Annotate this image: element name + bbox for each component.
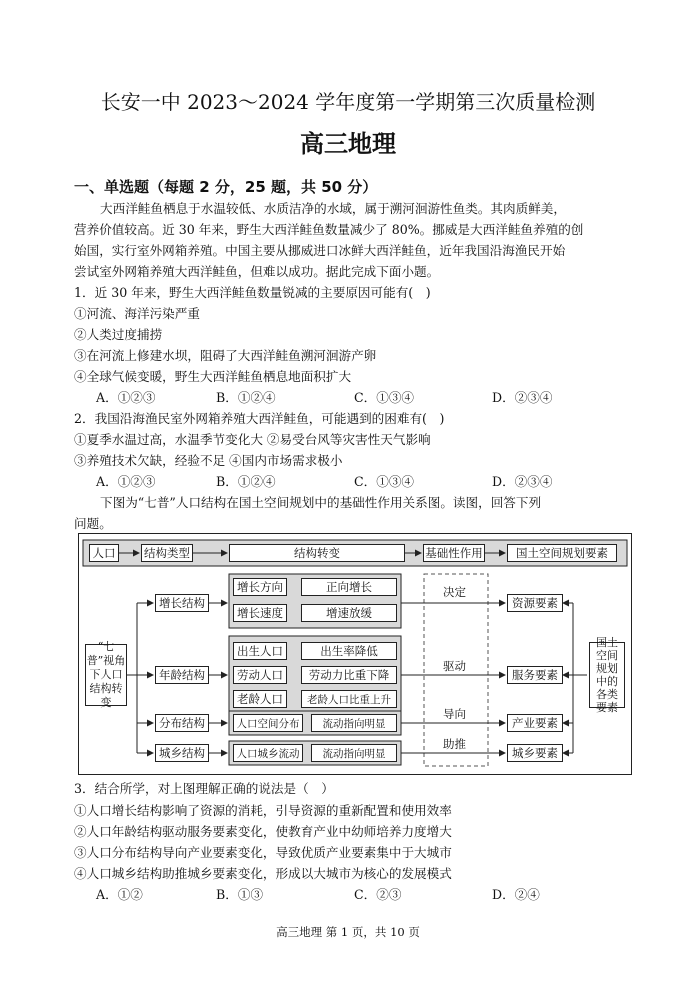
top-box-basic-role: 基础性作用 [423,544,485,562]
question-3-stem: 3．结合所学，对上图理解正确的说法是（ ） [74,781,334,796]
question-2-item: ①夏季水温过高，水温季节变化大 ②易受台风等灾害性天气影响 [74,432,431,447]
passage1-line: 尝试室外网箱养殖大西洋鲑鱼，但难以成功。据此完成下面小题。 [74,264,440,279]
detail-positive-growth: 正向增长 [301,578,397,596]
role-boost: 助推 [443,737,466,751]
detail-elderly-share-rise: 老龄人口比重上升 [301,690,397,708]
distribution-structure-box: 分布结构 [155,714,209,732]
question-2-option-b[interactable]: B．①②④ [216,474,276,489]
detail-spatial-distribution: 人口空间分布 [233,714,303,732]
element-resource: 资源要素 [507,594,563,612]
question-1-option-a[interactable]: A．①②③ [96,390,156,405]
top-box-structure-change: 结构转变 [229,544,405,562]
passage1-line: 营养价值较高。近 30 年来，野生大西洋鲑鱼数量减少了 80%。挪威是大西洋鲑鱼养殖的创 [74,222,584,237]
element-service: 服务要素 [507,666,563,684]
population-structure-diagram [78,533,632,775]
question-2-option-d[interactable]: D．②③④ [492,474,553,489]
question-3-item: ①人口增长结构影响了资源的消耗，引导资源的重新配置和使用效率 [74,803,452,818]
top-box-planning-elements: 国土空间规划要素 [507,544,617,562]
planning-elements-box: 国土空间规划中的各类要素 [589,642,625,708]
detail-birth-rate-decline: 出生率降低 [301,642,397,660]
question-3-option-a[interactable]: A．①② [96,887,143,902]
question-1-stem: 1．近 30 年来，野生大西洋鲑鱼数量锐减的主要原因可能有( ) [74,285,431,300]
census-perspective-box: “七普”视角下人口结构转变 [86,640,126,709]
passage1-line: 大西洋鲑鱼栖息于水温较低、水质洁净的水域，属于溯河洄游性鱼类。其肉质鲜美， [100,201,566,216]
subject-title: 高三地理 [300,129,396,158]
question-3-item: ②人口年龄结构驱动服务要素变化，使教育产业中幼师培养力度增大 [74,824,452,839]
role-determine: 决定 [443,585,466,599]
role-guide: 导向 [443,707,466,721]
question-1-option-c[interactable]: C．①③④ [354,390,415,405]
detail-birth-population: 出生人口 [233,642,287,660]
growth-structure-box: 增长结构 [155,594,209,612]
question-2-stem: 2．我国沿海渔民室外网箱养殖大西洋鲑鱼，可能遇到的困难有( ) [74,411,445,426]
question-2-option-a[interactable]: A．①②③ [96,474,156,489]
top-box-structure-type: 结构类型 [141,544,193,562]
detail-urban-rural-flow: 人口城乡流动 [233,744,303,762]
detail-labor-population: 劳动人口 [233,666,287,684]
detail-flow-direction: 流动指向明显 [311,744,397,762]
element-industry: 产业要素 [507,714,563,732]
question-1-option-d[interactable]: D．②③④ [492,390,553,405]
detail-labor-share-decline: 劳动力比重下降 [301,666,397,684]
passage2-line: 下图为“七普”人口结构在国土空间规划中的基础性作用关系图。读图，回答下列 [100,495,542,510]
urban-rural-structure-box: 城乡结构 [155,744,209,762]
question-3-item: ③人口分布结构导向产业要素变化，导致优质产业要素集中于大城市 [74,845,452,860]
detail-multipolar-growth: 流动指向明显 [311,714,397,732]
role-drive: 驱动 [443,659,466,673]
question-3-option-c[interactable]: C．②③ [354,887,402,902]
question-3-option-d[interactable]: D．②④ [492,887,540,902]
question-3-option-b[interactable]: B．①③ [216,887,264,902]
question-1-item: ②人类过度捕捞 [74,327,163,342]
passage2-line: 问题。 [74,516,112,531]
detail-elderly-population: 老龄人口 [233,690,287,708]
element-urban-rural: 城乡要素 [507,744,563,762]
age-structure-box: 年龄结构 [155,666,209,684]
exam-title: 长安一中 2023～2024 学年度第一学期第三次质量检测 [100,90,596,114]
question-2-option-c[interactable]: C．①③④ [354,474,415,489]
question-1-item: ①河流、海洋污染严重 [74,306,200,321]
passage1-line: 始国，实行室外网箱养殖。中国主要从挪威进口冰鲜大西洋鲑鱼，近年我国沿海渔民开始 [74,243,566,258]
detail-growth-speed: 增长速度 [233,604,287,622]
question-1-item: ④全球气候变暖，野生大西洋鲑鱼栖息地面积扩大 [74,369,352,384]
page-footer: 高三地理 第 1 页，共 10 页 [276,925,420,939]
detail-growth-direction: 增长方向 [233,578,287,596]
top-box-population: 人口 [89,544,119,562]
question-2-item: ③养殖技术欠缺，经验不足 ④国内市场需求极小 [74,453,343,468]
section-heading: 一、单选题（每题 2 分，25 题，共 50 分） [74,178,378,196]
question-1-option-b[interactable]: B．①②④ [216,390,276,405]
question-3-item: ④人口城乡结构助推城乡要素变化，形成以大城市为核心的发展模式 [74,866,452,881]
detail-growth-slowing: 增速放缓 [301,604,397,622]
question-1-item: ③在河流上修建水坝，阻碍了大西洋鲑鱼溯河洄游产卵 [74,348,377,363]
